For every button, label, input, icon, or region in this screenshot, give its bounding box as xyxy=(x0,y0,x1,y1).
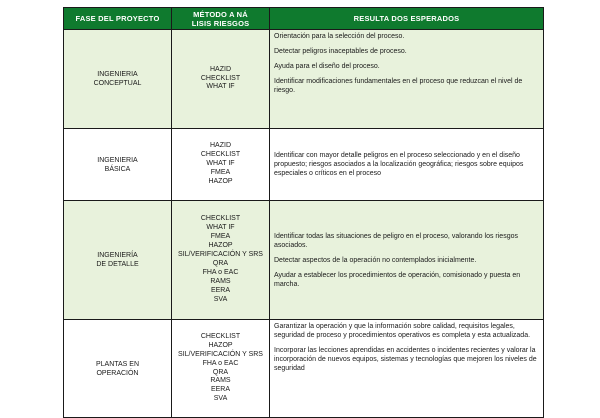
result-item: Ayudar a establecer los procedimientos de operación, comisionado y puesta en marcha. xyxy=(274,271,521,288)
result-item: Identificar con mayor detalle peligros en el proceso seleccionado y en el diseño propuesto; riesgos asociados a la localización geográfica; riesgos sobre equipos especiales o críticos en el proceso xyxy=(274,152,524,177)
results-cell xyxy=(270,201,544,320)
result-item: Orientación para la selección del proceso. xyxy=(274,33,405,40)
result-item: Ayuda para el diseño del proceso. xyxy=(274,63,380,70)
method-item: FHA o EAC xyxy=(202,359,239,367)
method-item: FHA o EAC xyxy=(202,268,239,276)
phase-cell xyxy=(64,129,172,201)
method-item: RAMS xyxy=(210,377,231,385)
result-item: Garantizar la operación y que la información sobre calidad, requisitos legales, seguridad de proceso y procedimientos operativos es completa y esta actualizada. xyxy=(274,323,531,339)
method-item: SVA xyxy=(213,295,228,303)
phase-cell xyxy=(64,201,172,320)
results-cell xyxy=(270,320,544,418)
phase-line: INGENIERIA xyxy=(97,71,138,78)
phase-line: OPERACIÓN xyxy=(96,369,139,377)
method-item: HAZOP xyxy=(208,341,233,349)
methods-cell xyxy=(172,129,270,201)
phase-cell xyxy=(64,320,172,418)
risk-analysis-table-container xyxy=(63,7,543,418)
header-phase: FASE DEL PROYECTO xyxy=(64,8,172,30)
method-item: CHECKLIST xyxy=(200,332,241,340)
method-item: SIL/VERIFICACIÓN Y SRS xyxy=(178,251,263,259)
phase-line: DE DETALLE xyxy=(96,261,139,268)
method-item: CHECKLIST xyxy=(200,74,241,82)
method-item: HAZOP xyxy=(208,177,233,185)
methods-cell xyxy=(172,30,270,129)
method-item: HAZOP xyxy=(208,242,233,250)
table-row xyxy=(64,320,544,418)
result-item: Identificar modificaciones fundamentales en el proceso que reduzcan el nivel de riesgo. xyxy=(274,78,523,94)
phase-line: PLANTAS EN xyxy=(95,360,140,368)
result-item: Detectar aspectos de la operación no contemplados inicialmente. xyxy=(274,256,477,264)
method-item: CHECKLIST xyxy=(200,151,241,159)
method-item: WHAT IF xyxy=(206,224,235,232)
results-cell xyxy=(270,129,544,201)
phase-line: BÁSICA xyxy=(104,165,131,173)
method-item: FMEA xyxy=(210,233,231,241)
result-item: Identificar todas las situaciones de peligro en el proceso, valorando los riesgos asociados. xyxy=(274,232,518,249)
method-item: EERA xyxy=(210,386,231,394)
method-item: QRA xyxy=(212,260,229,267)
result-item: Incorporar las lecciones aprendidas en accidentes o incidentes recientes y valorar la incorporación de nuevos equipos, sistemas y tecnologías que mejoren los niveles de seguridad xyxy=(274,347,537,372)
table-row xyxy=(64,30,544,129)
table-row xyxy=(64,129,544,201)
method-item: HAZID xyxy=(210,65,231,73)
method-item: WHAT IF xyxy=(206,83,235,91)
methods-cell xyxy=(172,201,270,320)
method-item: WHAT IF xyxy=(206,160,235,168)
method-item: QRA xyxy=(212,368,229,376)
result-item: Detectar peligros inaceptables de proceso. xyxy=(274,48,407,55)
phase-line: INGENIERIA xyxy=(97,156,138,164)
results-cell xyxy=(270,30,544,129)
phase-line: INGENIERÍA xyxy=(97,252,138,259)
method-item: EERA xyxy=(210,286,231,294)
method-item: CHECKLIST xyxy=(200,215,241,223)
phase-line: CONCEPTUAL xyxy=(93,80,142,87)
method-item: RAMS xyxy=(210,277,231,285)
method-item: SIL/VERIFICACIÓN Y SRS xyxy=(178,350,263,358)
header-method: MÉTODO A NÁ LISIS RIESGOS xyxy=(172,8,270,30)
method-item: HAZID xyxy=(210,142,231,150)
methods-cell xyxy=(172,320,270,418)
risk-analysis-table xyxy=(63,7,544,418)
method-item: SVA xyxy=(213,395,228,403)
method-item: FMEA xyxy=(210,168,231,176)
phase-cell xyxy=(64,30,172,129)
header-results: RESULTA DOS ESPERADOS xyxy=(270,8,544,30)
table-row xyxy=(64,201,544,320)
header-row xyxy=(64,8,544,30)
